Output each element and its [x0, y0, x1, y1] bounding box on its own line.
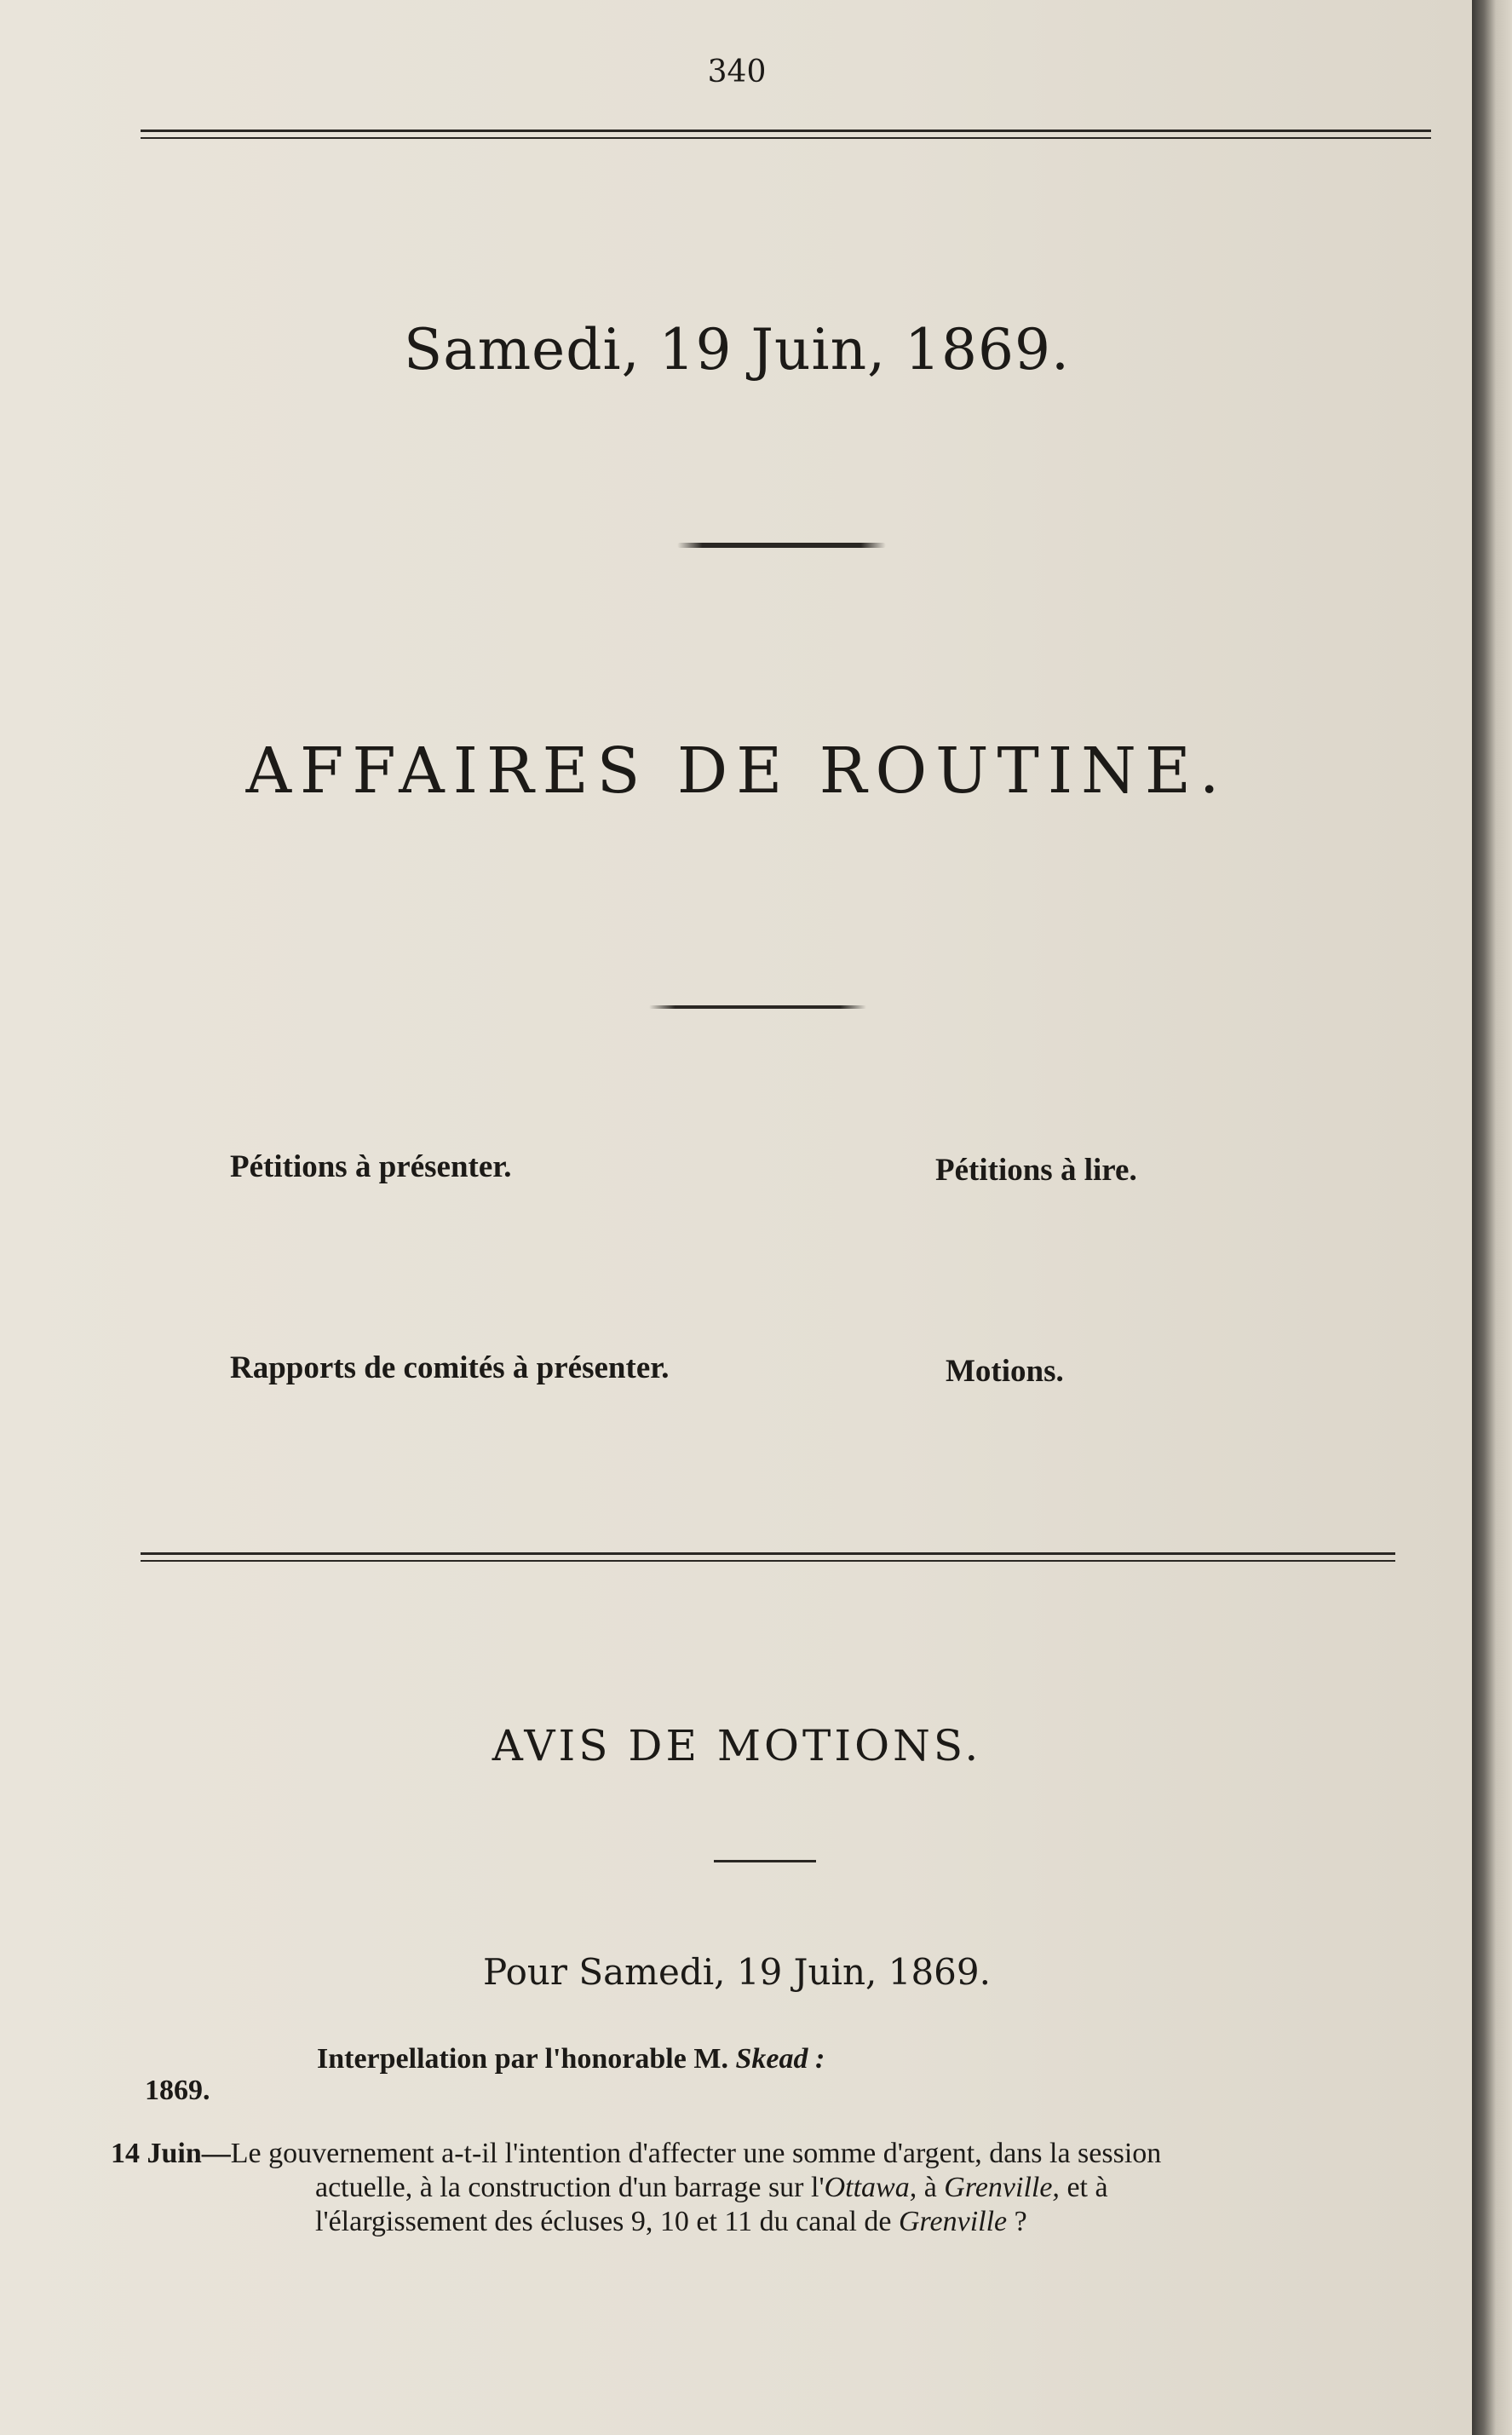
- place-grenville: Grenville,: [944, 2172, 1060, 2203]
- petitions-to-read: Pétitions à lire.: [935, 1153, 1137, 1188]
- question-text-2c: et à: [1059, 2172, 1108, 2203]
- ornament-rule-2: [649, 1005, 866, 1009]
- question-text-3b: ?: [1007, 2206, 1027, 2237]
- question-line-2: [111, 2171, 1440, 2205]
- year-margin: 1869.: [145, 2075, 210, 2106]
- notices-short-rule: [714, 1860, 816, 1862]
- interpellation-intro: Interpellation par l'honorable M.: [317, 2043, 728, 2075]
- top-double-rule: [141, 130, 1431, 132]
- question-block: [111, 2137, 1440, 2239]
- routine-heading: AFFAIRES DE ROUTINE.: [245, 734, 1228, 808]
- date-heading: Samedi, 19 Juin, 1869.: [404, 317, 1070, 383]
- canal-grenville: Grenville: [898, 2206, 1008, 2237]
- page-number: 340: [707, 55, 767, 89]
- question-text-3a: l'élargissement des écluses 9, 10 et 11 du canal de: [315, 2206, 899, 2237]
- middle-double-rule: [141, 1552, 1395, 1555]
- place-ottawa: Ottawa,: [824, 2172, 917, 2203]
- notices-heading: AVIS DE MOTIONS.: [492, 1721, 982, 1770]
- interpellation-line: [317, 2043, 825, 2075]
- question-date: 14 Juin—: [111, 2138, 231, 2169]
- interpellation-member: Skead :: [735, 2043, 825, 2075]
- ornament-rule-1: [677, 543, 886, 548]
- committee-reports: Rapports de comités à présenter.: [230, 1350, 670, 1385]
- motions: Motions.: [946, 1354, 1064, 1389]
- notice-date: Pour Samedi, 19 Juin, 1869.: [483, 1951, 991, 1993]
- question-text-1: Le gouvernement a-t-il l'intention d'affecter une somme d'argent, dans la session: [230, 2138, 1162, 2169]
- question-text-2a: actuelle, à la construction d'un barrage sur l': [315, 2172, 825, 2203]
- question-line-1: [111, 2137, 1440, 2171]
- book-spine-shadow: [1472, 0, 1512, 2435]
- petitions-to-present: Pétitions à présenter.: [230, 1149, 512, 1184]
- question-line-3: [111, 2205, 1440, 2239]
- question-text-2b: à: [917, 2172, 945, 2203]
